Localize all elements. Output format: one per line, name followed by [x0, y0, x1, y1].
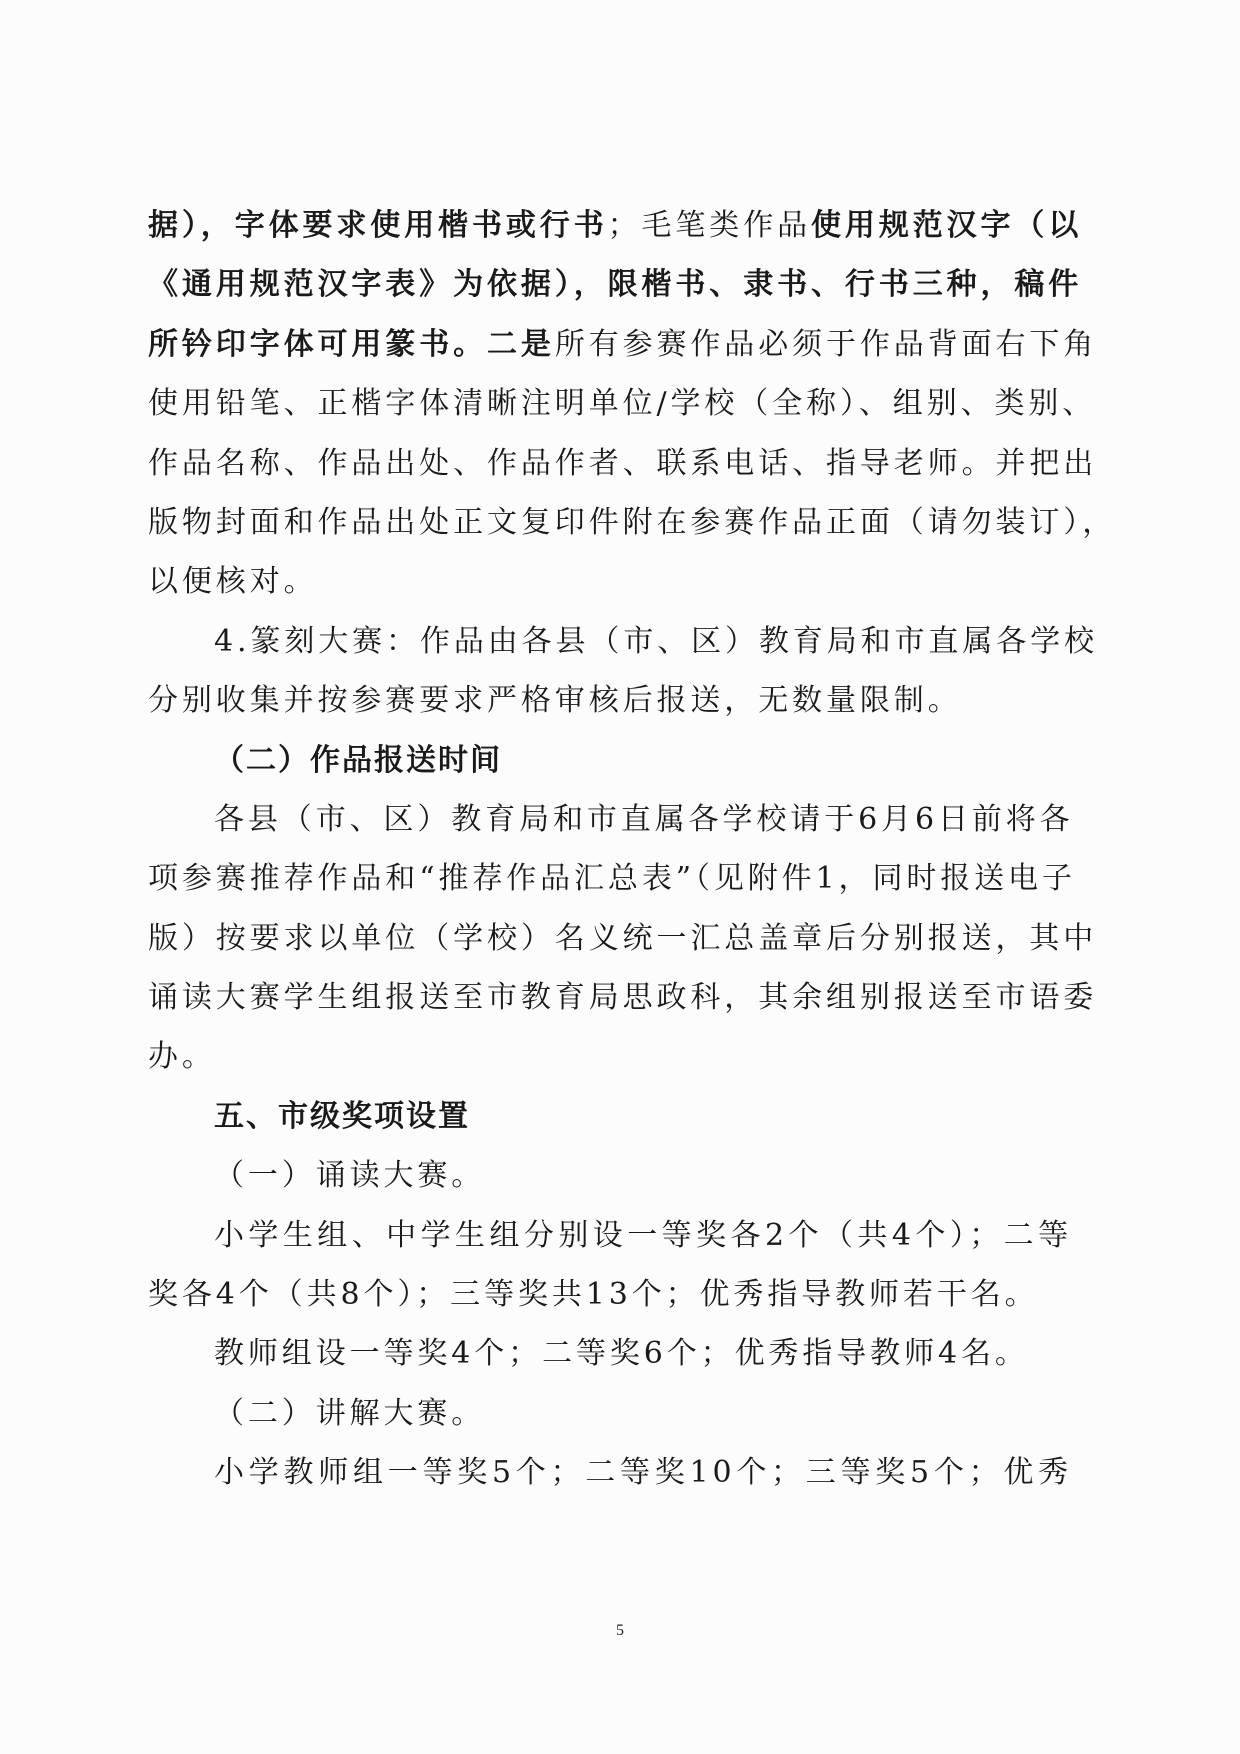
bold-text: 所钤印字体可用篆书。二是 [148, 326, 555, 362]
subheading-explanation: （二）讲解大赛。 [214, 1395, 486, 1431]
submission-line: 版）按要求以单位（学校）名义统一汇总盖章后分别报送，其中 [148, 920, 1098, 956]
bold-text: 《通用规范汉字表》为依据），限楷书、隶书、行书三种，稿件 [148, 267, 1083, 303]
bold-text: 使用规范汉字（以 [811, 208, 1083, 243]
submission-line: 办。 [148, 1039, 216, 1075]
submission-line: 项参赛推荐作品和“推荐作品汇总表”（见附件1，同时报送电子 [148, 861, 1076, 897]
bold-text: 据），字体要求使用楷书或行书 [148, 208, 608, 243]
regular-text: 以便核对。 [148, 564, 318, 600]
section-heading-awards: 五、市级奖项设置 [214, 1098, 470, 1134]
regular-text: ；毛笔类作品 [607, 208, 812, 243]
recitation-students-line: 小学生组、中学生组分别设一等奖各2个（共4个）；二等 [214, 1217, 1072, 1253]
paragraph-line [148, 315, 1098, 374]
document-body [148, 196, 1117, 1503]
recitation-students-line: 奖各4个（共8个）；三等奖共13个；优秀指导教师若干名。 [148, 1277, 1039, 1313]
regular-text: 作品名称、作品出处、作品作者、联系电话、指导老师。并把出 [148, 445, 1098, 481]
regular-text: 所有参赛作品必须于作品背面右下角 [554, 326, 1098, 362]
submission-line: 诵读大赛学生组报送至市教育局思政科，其余组别报送至市语委 [148, 980, 1098, 1016]
paragraph-line [148, 552, 1072, 611]
subheading-recitation: （一）诵读大赛。 [214, 1158, 486, 1194]
regular-text: 使用铅笔、正楷字体清晰注明单位/学校（全称）、组别、类别、 [148, 386, 1097, 422]
page-number: 5 [616, 1622, 624, 1639]
paragraph-line [148, 493, 1117, 552]
regular-text: 版物封面和作品出处正文复印件附在参赛作品正面（请勿装订）， [148, 504, 1117, 540]
recitation-teachers-line: 教师组设一等奖4个；二等奖6个；优秀指导教师4名。 [214, 1336, 1029, 1372]
explanation-line: 小学教师组一等奖5个；二等奖10个；三等奖5个；优秀 [214, 1455, 1072, 1491]
paragraph-line [148, 255, 1083, 314]
seal-carving-line: 4.篆刻大赛：作品由各县（市、区）教育局和市直属各学校 [214, 623, 1098, 659]
paragraph-line [148, 374, 1097, 433]
seal-carving-line: 分别收集并按参赛要求严格审核后报送，无数量限制。 [148, 683, 962, 719]
paragraph-line [148, 196, 1083, 255]
section-heading-submission-time: （二）作品报送时间 [214, 742, 502, 778]
paragraph-line [148, 434, 1098, 493]
submission-line: 各县（市、区）教育局和市直属各学校请于6月6日前将各 [214, 801, 1074, 837]
